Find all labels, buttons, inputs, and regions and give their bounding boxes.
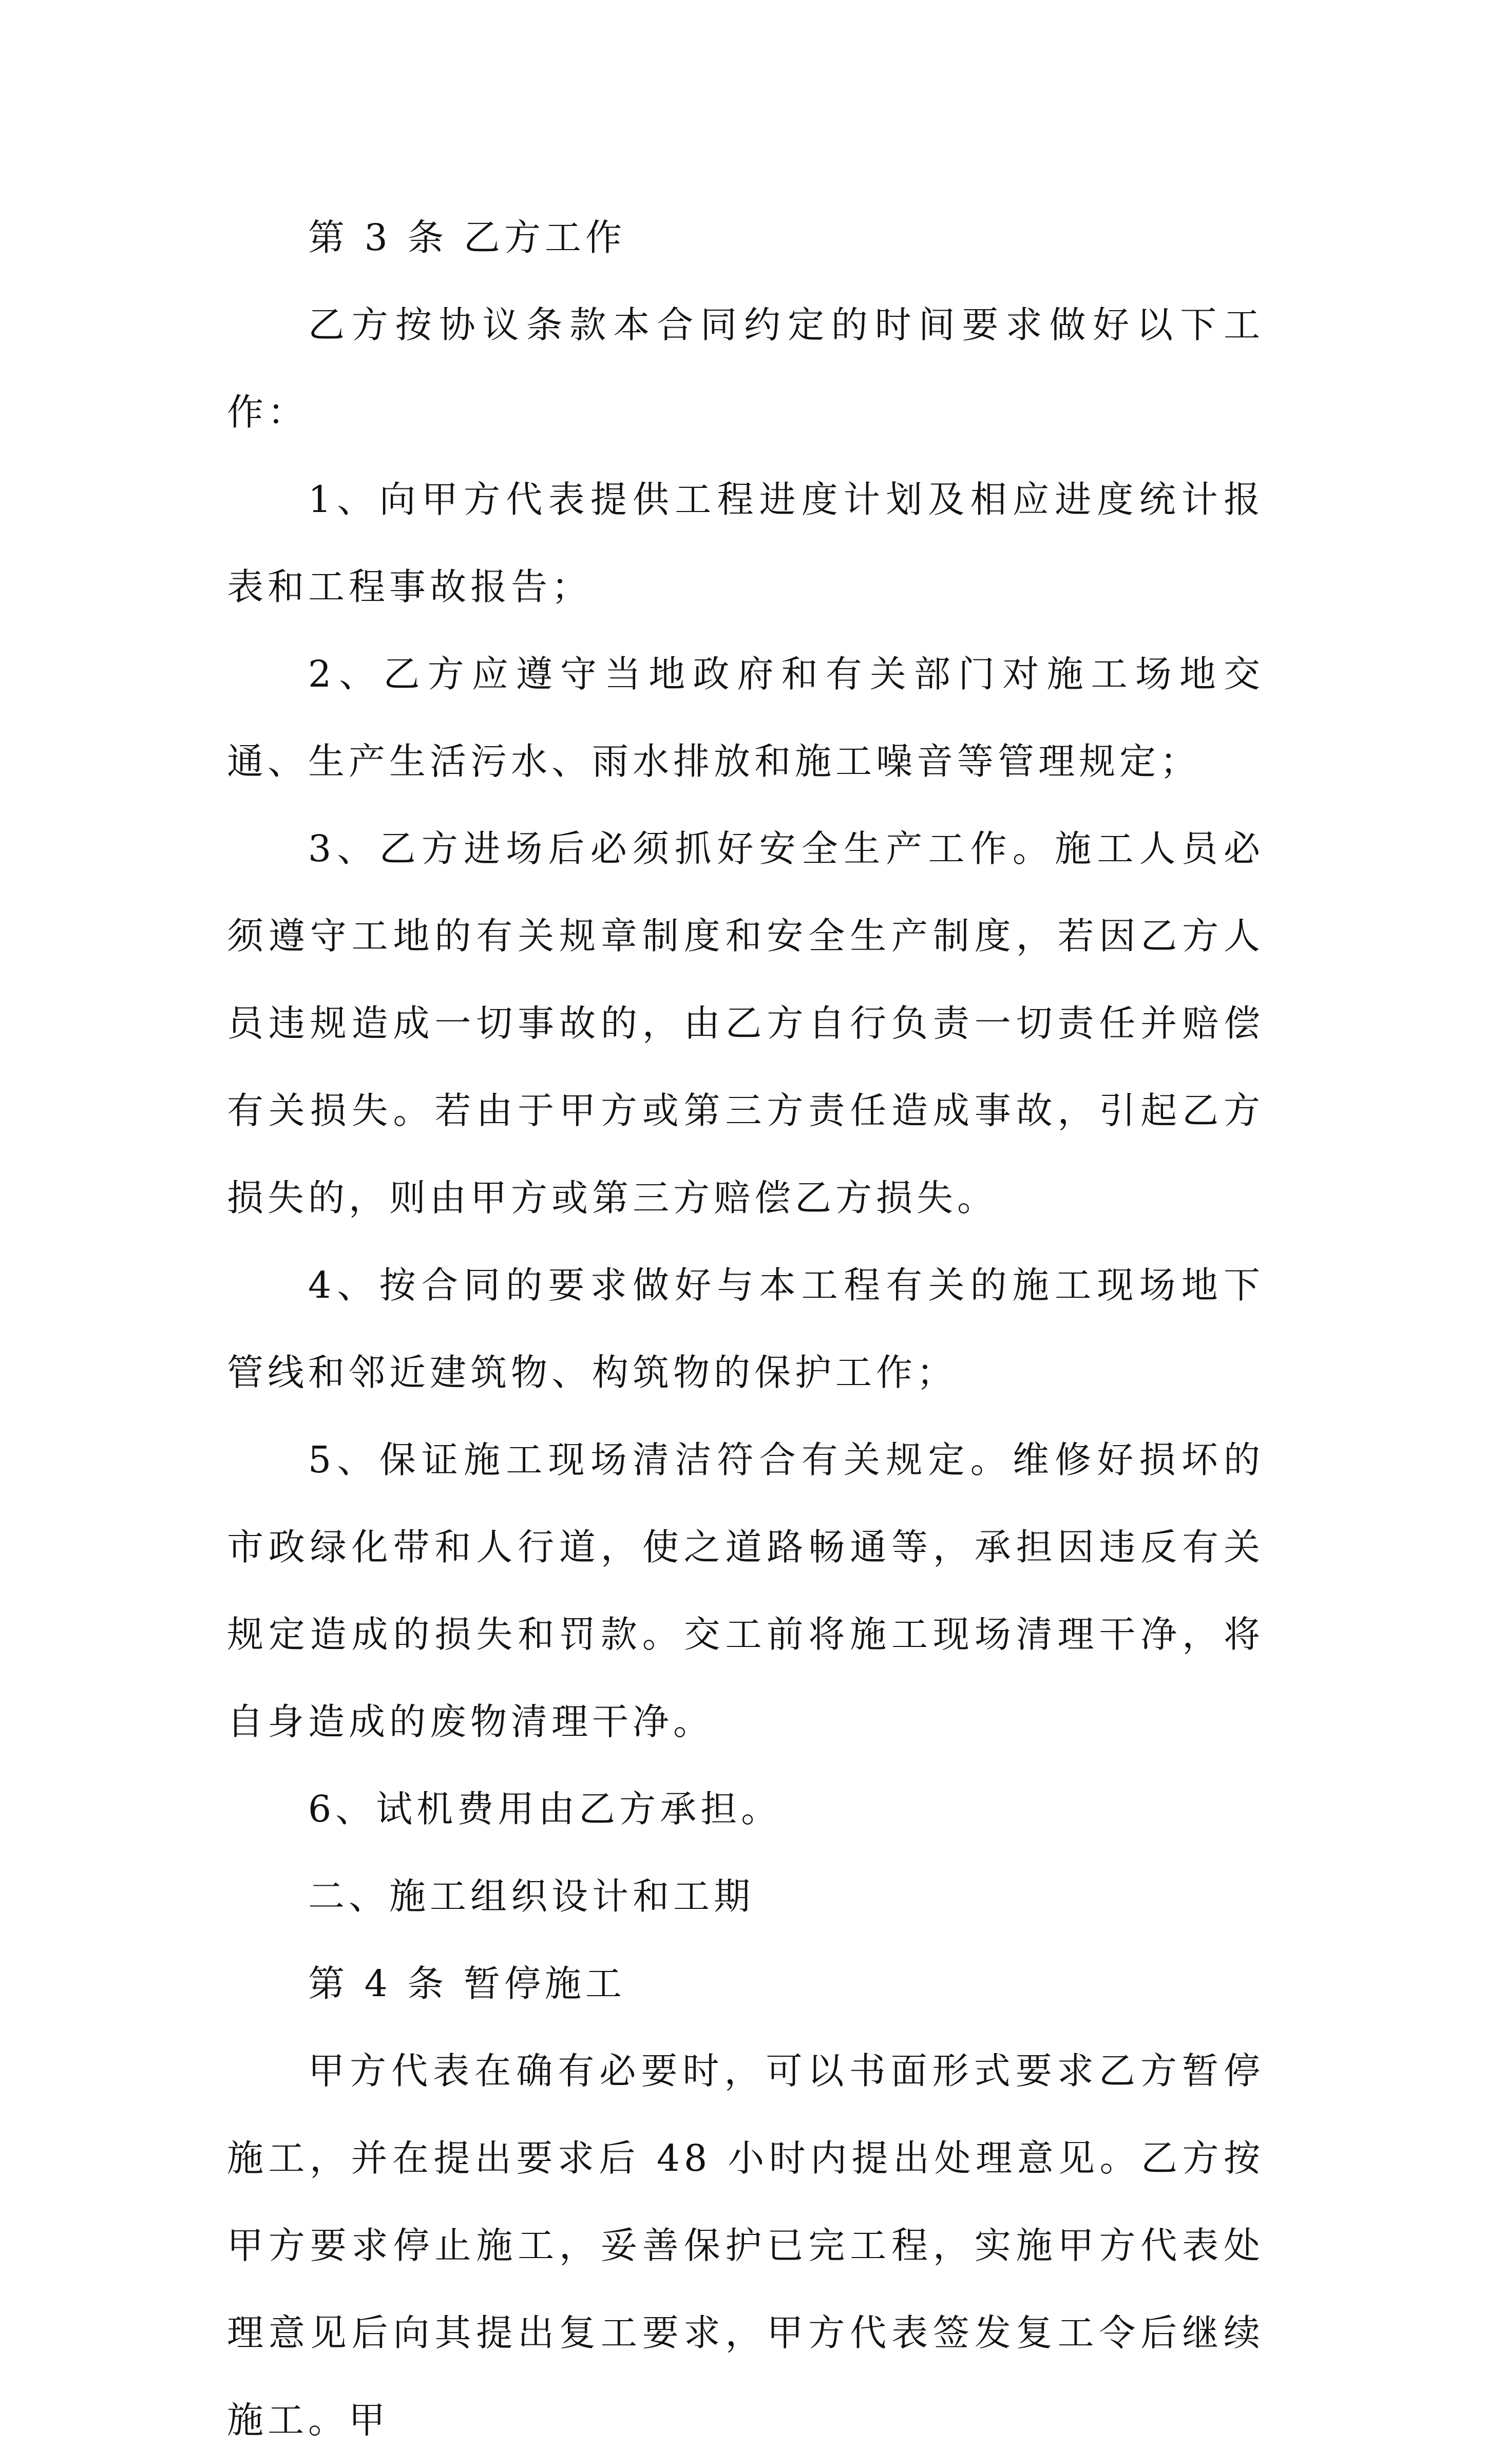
clause-2: 2、乙方应遵守当地政府和有关部门对施工场地交通、生产生活污水、雨水排放和施工噪音等管理规定； [227, 653, 1264, 783]
article-3-intro: 乙方按协议条款本合同约定的时间要求做好以下工作： [227, 304, 1264, 433]
article-3-heading: 第 3 条 乙方工作 [308, 216, 626, 259]
clause-1: 1、向甲方代表提供工程进度计划及相应进度统计报表和工程事故报告； [227, 478, 1264, 608]
article-4-heading: 第 4 条 暂停施工 [308, 1962, 626, 2005]
article-4-body: 甲方代表在确有必要时，可以书面形式要求乙方暂停施工，并在提出要求后 48 小时内提出处理意见。乙方按甲方要求停止施工，妥善保护已完工程，实施甲方代表处理意见后向其提出复工要求，甲方代表签发复工令后继续施工。甲 [227, 2050, 1264, 2441]
section-2-heading: 二、施工组织设计和工期 [308, 1875, 755, 1918]
clause-6: 6、试机费用由乙方承担。 [308, 1788, 782, 1830]
clause-5: 5、保证施工现场清洁符合有关规定。维修好损坏的市政绿化带和人行道，使之道路畅通等，承担因违反有关规定造成的损失和罚款。交工前将施工现场清理干净，将自身造成的废物清理干净。 [227, 1438, 1264, 1743]
document-body [227, 194, 1264, 2464]
clause-3: 3、乙方进场后必须抓好安全生产工作。施工人员必须遵守工地的有关规章制度和安全生产制度，若因乙方人员违规造成一切事故的，由乙方自行负责一切责任并赔偿有关损失。若由于甲方或第三方责任造成事故，引起乙方损失的，则由甲方或第三方赔偿乙方损失。 [227, 827, 1264, 1219]
clause-4: 4、按合同的要求做好与本工程有关的施工现场地下管线和邻近建筑物、构筑物的保护工作； [227, 1264, 1264, 1394]
